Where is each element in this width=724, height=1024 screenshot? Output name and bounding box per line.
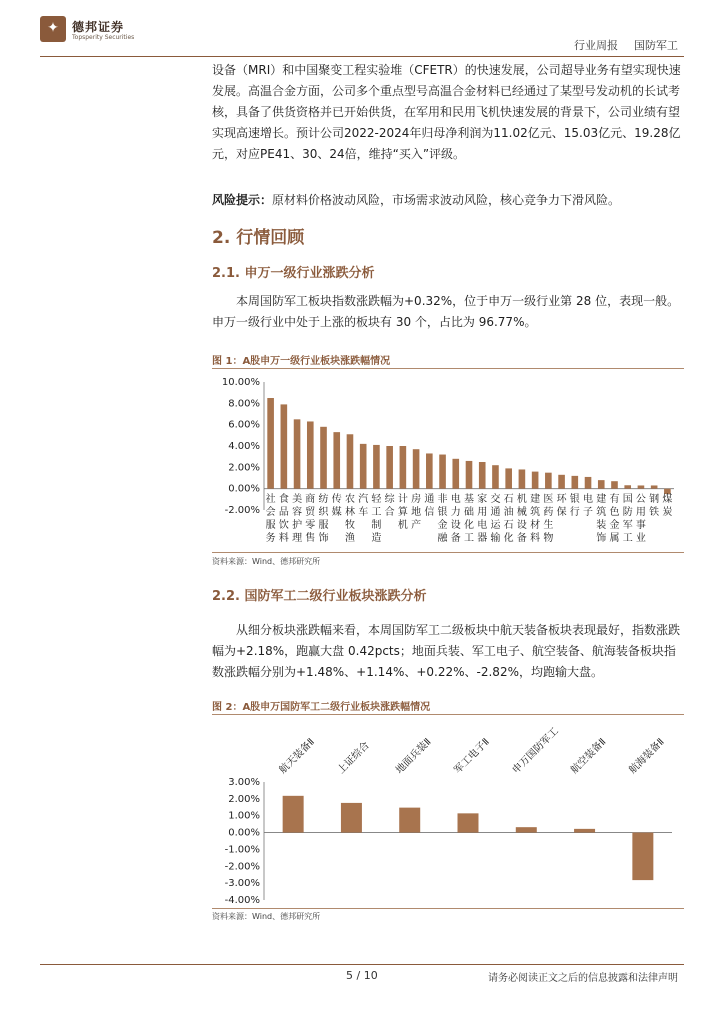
chart1-bar: [572, 476, 579, 489]
chart1-xtick: 车: [358, 507, 369, 518]
chart1-xtick: 汽: [358, 494, 369, 505]
chart1-xtick: 容: [292, 507, 303, 518]
chart1-xtick: 产: [411, 520, 422, 531]
chart1-xtick: 品: [278, 507, 289, 518]
chart1-xtick: 通: [490, 507, 501, 518]
chart1-bar: [598, 480, 605, 489]
chart1-xtick: 子: [583, 507, 594, 518]
chart1-xtick: 属: [609, 533, 620, 544]
chart2-xtick: 航天装备Ⅱ: [277, 736, 318, 777]
chart1-bar: [400, 446, 407, 489]
chart2-bar: [341, 803, 362, 833]
subsection-title-2-1: 2.1. 申万一级行业涨跌分析: [212, 266, 375, 281]
chart1-xtick: 机: [397, 520, 408, 531]
chart1-xtick: 建: [530, 494, 541, 505]
chart1-xtick: 电: [583, 494, 594, 505]
chart1-bar: [307, 421, 314, 488]
chart1-bar: [479, 462, 486, 489]
chart2-bar: [399, 808, 420, 833]
chart1-ytick: 2.00%: [228, 462, 260, 474]
figure2-source: 资料来源：Wind、德邦研究所: [212, 912, 321, 921]
chart1-bar: [386, 446, 393, 489]
chart1-bar: [651, 485, 658, 488]
page-number: 5 / 10: [346, 969, 378, 982]
subsection-title-2-2: 2.2. 国防军工二级行业板块涨跌分析: [212, 589, 427, 604]
chart1-bar: [638, 485, 645, 488]
chart1-xtick: 炭: [662, 507, 673, 518]
report-type: 行业周报: [574, 39, 618, 52]
chart1-xtick: 力: [450, 507, 461, 518]
chart1-xtick: 通: [424, 494, 435, 505]
chart1-bar: [611, 481, 618, 488]
chart1-xtick: 运: [490, 520, 501, 531]
chart1-xtick: 装: [596, 520, 607, 531]
chart1-xtick: 贸: [305, 507, 316, 518]
chart2-bar: [574, 829, 595, 833]
chart1-xtick: 金: [609, 520, 620, 531]
chart1-xtick: 色: [609, 507, 620, 518]
subsection-paragraph-2-1: 本周国防军工板块指数涨跌幅为+0.32%，位于申万一级行业第 28 位，表现一般。申万一级行业中处于上涨的板块有 30 个，占比为 96.77%。: [212, 294, 680, 329]
chart2-ytick: -4.00%: [224, 895, 260, 906]
chart1-xtick: 护: [292, 520, 303, 531]
chart1-xtick: 非: [437, 494, 448, 505]
chart1-xtick: 药: [543, 507, 554, 518]
chart1-xtick: 交: [490, 494, 501, 505]
chart1-xtick: 化: [503, 533, 514, 544]
figure1-top-rule: [212, 368, 684, 369]
header-tags: [574, 37, 678, 53]
risk-label: 风险提示：: [212, 193, 273, 207]
chart1-xtick: 环: [556, 494, 567, 505]
chart1-xtick: 地: [411, 507, 422, 518]
chart2-ytick: -2.00%: [224, 861, 260, 873]
chart1-xtick: 饮: [278, 520, 289, 531]
figure2-bottom-rule: [212, 908, 684, 909]
chart1-xtick: 工: [464, 533, 474, 544]
chart1-xtick: 医: [543, 494, 554, 505]
chart1-xtick: 售: [305, 533, 316, 544]
footer-divider: [40, 964, 684, 965]
chart1-xtick: 用: [635, 507, 646, 518]
chart1-xtick: 防: [622, 507, 633, 518]
chart1-xtick: 银: [437, 507, 448, 518]
chart1-xtick: 械: [516, 507, 527, 518]
chart1-xtick: 用: [477, 507, 488, 518]
figure1-title: 图 1：A股申万一级行业板块涨跌幅情况: [212, 356, 391, 367]
chart-sw-level1: [212, 370, 684, 550]
chart1-xtick: 设: [450, 520, 461, 531]
chart2-xtick: 上证综合: [335, 740, 372, 777]
chart1-xtick: 设: [516, 520, 527, 531]
chart1-xtick: 材: [530, 520, 541, 531]
chart1-bar: [439, 455, 446, 489]
chart1-ytick: 0.00%: [228, 483, 260, 495]
chart1-xtick: 备: [516, 533, 527, 544]
chart2-ytick: 3.00%: [228, 777, 260, 788]
chart1-xtick: 信: [424, 507, 435, 518]
chart1-xtick: 牧: [344, 520, 355, 531]
chart1-xtick: 筑: [530, 507, 541, 518]
chart1-xtick: 输: [490, 533, 501, 544]
chart1-xtick: 务: [265, 533, 276, 544]
chart1-xtick: 综: [384, 494, 395, 505]
chart1-xtick: 电: [450, 494, 461, 505]
chart1-xtick: 织: [318, 507, 329, 518]
chart-defense-level2: [212, 716, 684, 910]
chart1-bar: [413, 449, 420, 488]
chart1-xtick: 计: [397, 494, 408, 505]
chart1-bar: [558, 475, 565, 489]
chart2-ytick: 1.00%: [228, 810, 260, 822]
chart1-xtick: 生: [543, 520, 554, 531]
chart1-xtick: 食: [278, 494, 289, 505]
chart1-xtick: 服: [265, 520, 276, 531]
chart1-xtick: 业: [635, 533, 646, 544]
chart1-xtick: 油: [503, 507, 514, 518]
chart1-xtick: 融: [437, 533, 448, 544]
logo-icon: ✦: [47, 20, 59, 36]
chart1-xtick: 媒: [331, 507, 342, 518]
chart2-ytick: 0.00%: [228, 827, 260, 839]
chart1-ytick: 8.00%: [228, 398, 260, 410]
chart2-ytick: 2.00%: [228, 793, 260, 805]
chart1-xtick: 银: [569, 494, 580, 505]
chart1-ytick: 4.00%: [228, 441, 260, 452]
chart1-xtick: 公: [635, 494, 646, 505]
chart1-xtick: 理: [292, 533, 303, 544]
chart1-xtick: 家: [477, 494, 488, 505]
chart1-xtick: 基: [464, 494, 474, 505]
chart1-xtick: 军: [622, 520, 633, 531]
chart1-xtick: 饰: [596, 533, 607, 544]
chart2-ytick: -1.00%: [224, 844, 260, 856]
chart1-xtick: 保: [556, 507, 567, 518]
chart1-bar: [452, 459, 459, 489]
chart1-xtick: 房: [411, 494, 422, 505]
figure2-top-rule: [212, 714, 684, 715]
chart1-xtick: 会: [265, 507, 276, 518]
figure2-title: 图 2：A股申万国防军工二级行业板块涨跌幅情况: [212, 702, 431, 713]
intro-paragraph: 设备（MRI）和中国聚变工程实验堆（CFETR）的快速发展，公司超导业务有望实现快速发展。高温合金方面，公司多个重点型号高温合金材料已经通过了某型号发动机的长试考核，具备了供货资格并已开始供货，在军用和民用飞机快速发展的背景下，公司业绩有望实现高速增长。预计公司2022-2024年归母净利润为11.02亿元、15.03亿元、19.28亿元，对应PE41、30、24倍，维持“买入”评级。: [212, 63, 681, 161]
chart1-xtick: 林: [344, 507, 355, 518]
chart1-bar: [333, 432, 340, 489]
figure1-source: 资料来源：Wind、德邦研究所: [212, 557, 321, 566]
chart1-bar: [585, 477, 592, 489]
chart1-xtick: 料: [278, 533, 289, 544]
chart1-bar: [294, 419, 301, 488]
chart2-xtick: 军工电子Ⅱ: [452, 736, 492, 777]
chart1-xtick: 础: [464, 507, 474, 518]
chart1-xtick: 饰: [318, 533, 329, 544]
chart1-xtick: 金: [437, 520, 448, 531]
figure1-bottom-rule: [212, 552, 684, 553]
chart1-xtick: 备: [450, 533, 461, 544]
risk-warning: [212, 190, 684, 211]
chart1-xtick: 国: [622, 494, 633, 505]
chart1-xtick: 化: [464, 520, 474, 531]
chart1-bar: [492, 465, 499, 488]
chart1-xtick: 料: [530, 533, 541, 544]
chart1-bar: [545, 473, 552, 489]
chart1-xtick: 渔: [344, 533, 355, 544]
section-title: 2. 行情回顾: [212, 228, 305, 248]
chart1-xtick: 钢: [649, 494, 660, 505]
chart1-bar: [373, 445, 380, 489]
chart1-xtick: 有: [609, 494, 620, 505]
chart1-xtick: 筑: [596, 507, 607, 518]
chart1-bar: [320, 427, 327, 489]
chart1-xtick: 工: [622, 533, 633, 544]
chart1-bar: [267, 398, 274, 489]
chart1-bar: [347, 434, 354, 488]
chart1-xtick: 电: [477, 520, 488, 531]
chart1-xtick: 造: [371, 533, 382, 544]
chart1-bar: [466, 461, 473, 489]
chart1-xtick: 服: [318, 520, 329, 531]
chart1-bar: [505, 468, 512, 488]
chart1-xtick: 轻: [371, 494, 382, 505]
brand-name: 德邦证券: [72, 20, 125, 34]
chart2-bar: [516, 827, 537, 832]
chart1-xtick: 机: [516, 494, 527, 505]
chart1-xtick: 算: [397, 507, 408, 518]
risk-text: 原材料价格波动风险，市场需求波动风险，核心竞争力下滑风险。: [272, 193, 621, 207]
chart1-bar: [360, 444, 367, 489]
chart2-xtick: 航空装备Ⅱ: [568, 736, 609, 777]
industry-tag: 国防军工: [634, 39, 678, 52]
chart1-bar: [519, 469, 526, 488]
chart1-xtick: 建: [596, 494, 607, 505]
chart1-xtick: 石: [503, 494, 514, 505]
chart1-xtick: 铁: [649, 507, 660, 518]
chart2-xtick: 航海装备Ⅱ: [627, 736, 667, 777]
chart1-bar: [426, 453, 433, 488]
chart2-xtick: 地面兵装Ⅱ: [394, 736, 434, 777]
chart2-xtick: 申万国防军工: [510, 725, 561, 777]
chart1-xtick: 农: [344, 494, 355, 505]
chart2-bar: [283, 796, 304, 833]
chart1-xtick: 石: [503, 520, 514, 531]
chart1-bar: [532, 472, 539, 489]
chart1-xtick: 器: [477, 533, 488, 544]
chart1-xtick: 煤: [662, 494, 673, 505]
chart1-bar: [624, 485, 631, 488]
chart1-xtick: 社: [265, 494, 276, 505]
chart1-bar: [281, 404, 288, 488]
chart2-bar: [458, 813, 479, 832]
subsection-paragraph-2-2: 从细分板块涨跌幅来看，本周国防军工二级板块中航天装备板块表现最好，指数涨跌幅为+2.18%，跑赢大盘 0.42pcts；地面兵装、军工电子、航空装备、航海装备板块指数涨跌幅分别为+1.48%、+1.14%、+0.22%、-2.82%，均跑输大盘。: [212, 623, 681, 679]
chart1-xtick: 商: [305, 494, 316, 505]
chart1-xtick: 合: [384, 507, 395, 518]
chart1-ytick: 6.00%: [228, 419, 260, 431]
chart1-xtick: 零: [305, 520, 316, 531]
chart1-xtick: 传: [331, 494, 342, 505]
header-divider: [40, 56, 684, 57]
chart2-bar: [632, 833, 653, 881]
chart2-ytick: -3.00%: [224, 878, 260, 890]
brand-name-en: Topsperity Securities: [72, 34, 135, 41]
chart1-ytick: 10.00%: [221, 377, 260, 388]
chart1-xtick: 纺: [318, 494, 329, 505]
chart1-ytick: -2.00%: [224, 505, 260, 516]
chart1-xtick: 物: [543, 533, 554, 544]
chart1-xtick: 工: [371, 507, 382, 518]
chart1-xtick: 美: [292, 494, 303, 505]
chart1-xtick: 制: [371, 520, 382, 531]
chart1-xtick: 事: [635, 520, 646, 531]
footer-disclaimer: 请务必阅读正文之后的信息披露和法律声明: [488, 973, 678, 984]
chart1-xtick: 行: [569, 507, 580, 518]
